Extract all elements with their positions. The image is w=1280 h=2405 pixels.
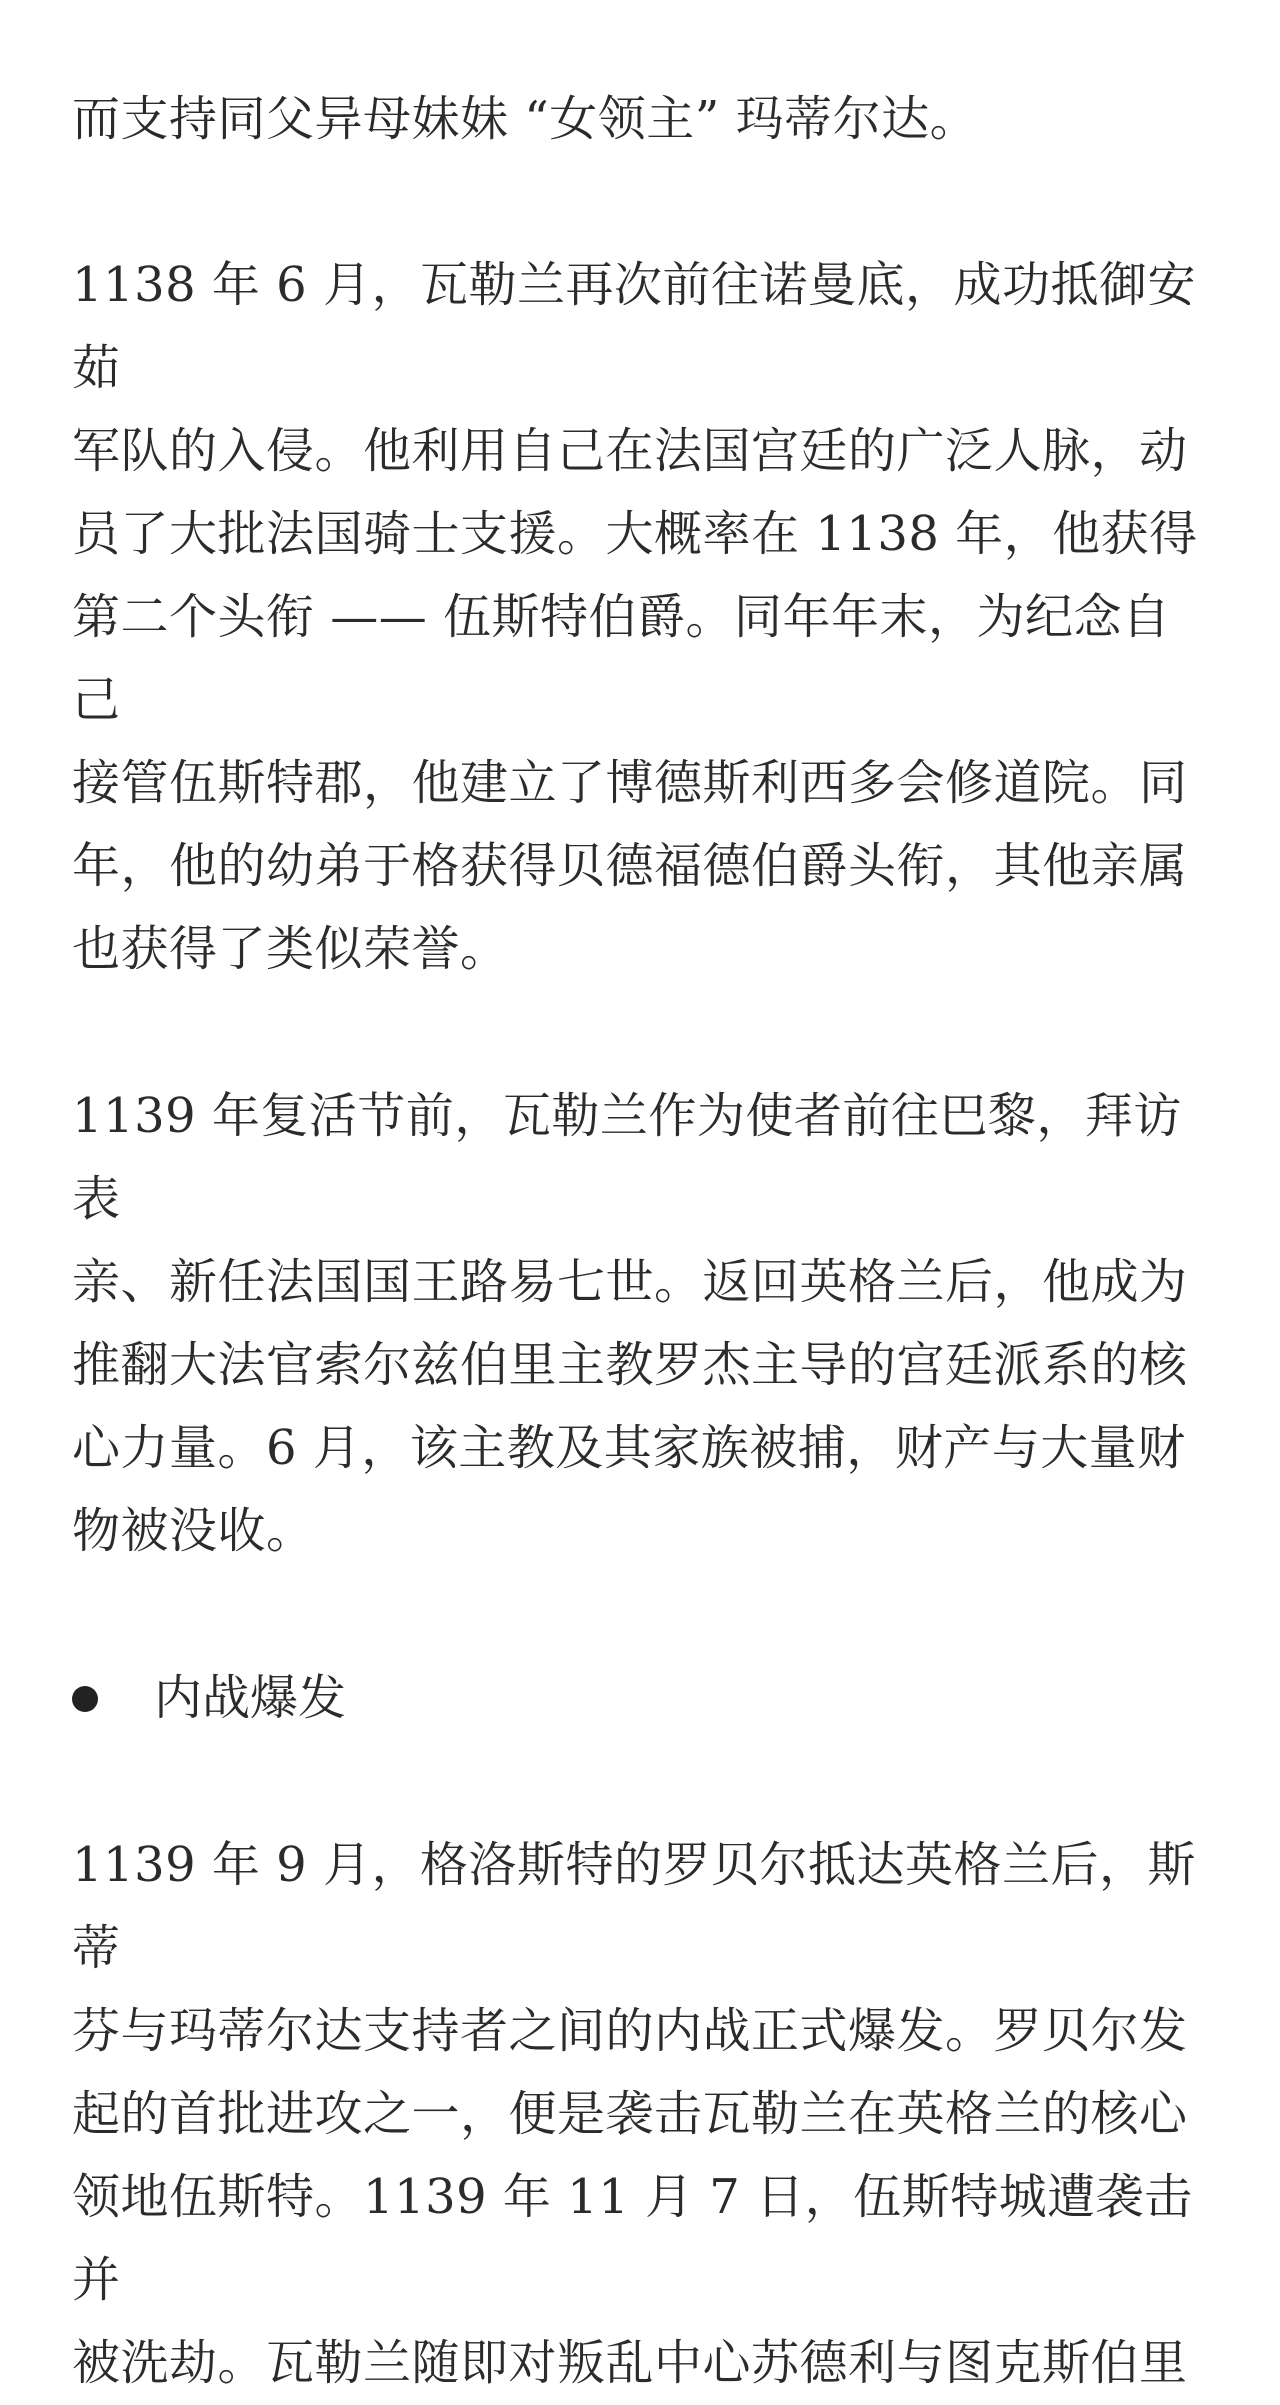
text-line: 领地伍斯特。1139 年 11 月 7 日，伍斯特城遭袭击并: [72, 2169, 1193, 2308]
text-line: 而支持同父异母妹妹 “女领主” 玛蒂尔达。: [72, 91, 979, 147]
article-body: [72, 78, 1212, 2405]
text-line: 被洗劫。瓦勒兰随即对叛乱中心苏德利与图克斯伯里: [72, 2335, 1188, 2391]
text-line: 心力量。6 月，该主教及其家族被捕，财产与大量财: [72, 1420, 1186, 1476]
text-line: 亲、新任法国国王路易七世。返回英格兰后，他成为: [72, 1254, 1188, 1310]
text-line: 员了大批法国骑士支援。大概率在 1138 年，他获得: [72, 506, 1198, 562]
text-line: 芬与玛蒂尔达支持者之间的内战正式爆发。罗贝尔发: [72, 2003, 1188, 2059]
text-line: 接管伍斯特郡，他建立了博德斯利西多会修道院。同: [72, 755, 1188, 811]
text-line: 1139 年复活节前，瓦勒兰作为使者前往巴黎，拜访表: [72, 1088, 1182, 1227]
text-line: 第二个头衔 —— 伍斯特伯爵。同年年末，为纪念自己: [72, 589, 1171, 728]
text-line: 物被没收。: [72, 1503, 315, 1559]
section-heading-bullet: [72, 1657, 1212, 1740]
text-line: 年，他的幼弟于格获得贝德福德伯爵头衔，其他亲属: [72, 838, 1188, 894]
section-heading: 内战爆发: [154, 1670, 347, 1726]
text-line: 也获得了类似荣誉。: [72, 921, 509, 977]
text-line: 1139 年 9 月，格洛斯特的罗贝尔抵达英格兰后，斯蒂: [72, 1837, 1196, 1976]
paragraph-intro-continuation: [72, 78, 1212, 161]
text-line: 推翻大法官索尔兹伯里主教罗杰主导的宫廷派系的核: [72, 1337, 1188, 1393]
paragraph-1138: [72, 244, 1212, 991]
text-line: 1138 年 6 月，瓦勒兰再次前往诺曼底，成功抵御安茹: [72, 257, 1196, 396]
text-line: 起的首批进攻之一，便是袭击瓦勒兰在英格兰的核心: [72, 2086, 1188, 2142]
text-line: 军队的入侵。他利用自己在法国宫廷的广泛人脉，动: [72, 423, 1188, 479]
paragraph-civil-war: [72, 1824, 1212, 2405]
paragraph-1139-easter: [72, 1075, 1212, 1573]
bullet-icon: [72, 1686, 98, 1712]
